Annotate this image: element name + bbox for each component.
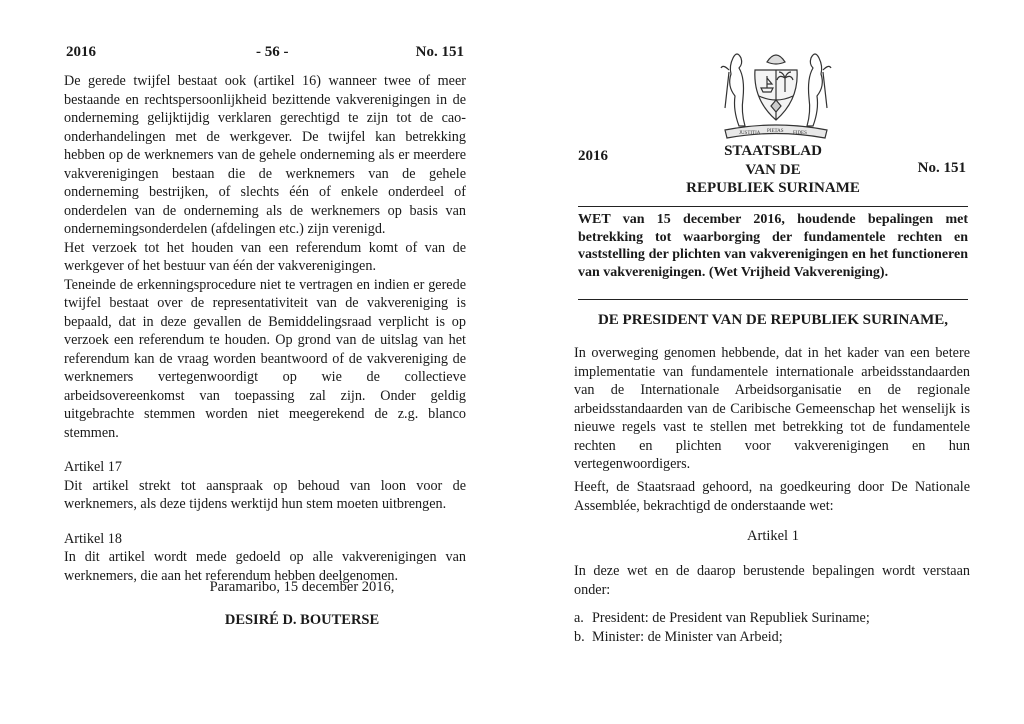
- gazette-title-line: REPUBLIEK SURINAME: [686, 180, 860, 196]
- artikel-1-intro: [574, 562, 970, 599]
- president-heading: DE PRESIDENT VAN DE REPUBLIEK SURINAME,: [597, 312, 949, 328]
- coat-of-arms-emblem: [719, 40, 833, 144]
- emblem-motto-2: PIETAS: [767, 129, 784, 134]
- definition-list: [574, 609, 970, 647]
- gazette-title: [678, 142, 868, 198]
- left-issue-number: No. 151: [415, 44, 464, 60]
- left-page-body: [64, 72, 466, 585]
- body-paragraph: Teneinde de erkenningsprocedure niet te vertragen en indien er gerede twijfel bestaat over de representativiteit van de vakvereniging is bepaald, dat in deze gevallen de Bemiddelingsraad verplicht is op verzoek een referendum te houden. Op grond van de uitslag van het referendum kan de vraag worden beantwoord of de vakvereniging de werknemers vertegenwoordigt op wie de collectieve arbeidsovereenkomst van toepassing zal zijn. Onder geldig uitgebrachte stemmen worden niet meegerekend de z.g. blanco stemmen.: [64, 276, 466, 441]
- right-page: [512, 0, 1024, 724]
- gazette-title-line: STAATSBLAD: [724, 143, 822, 159]
- artikel-1-intro-text: In deze wet en de daarop berustende bepalingen wordt verstaan onder:: [574, 563, 970, 598]
- enactment-text: Heeft, de Staatsraad gehoord, na goedkeuring door De Nationale Assemblée, bekrachtigd de onderstaande wet:: [574, 479, 970, 514]
- place-date: Paramaribo, 15 december 2016,: [209, 579, 395, 595]
- artikel-18-heading: Artikel 18: [64, 530, 122, 547]
- left-page-header: [66, 44, 464, 64]
- emblem-motto-1: JUSTITIA: [739, 131, 761, 136]
- right-year: 2016: [578, 148, 608, 164]
- signer-name: DESIRÉ D. BOUTERSE: [224, 612, 380, 628]
- body-paragraph: De gerede twijfel bestaat ook (artikel 16) wanneer twee of meer bestaande en rechtspersoonlijkheid bezittende vakverenigingen in de onderneming gelijktijdig verklaren gerechtigd te zijn tot de cao-onderhandelingen met de werkgever. De twijfel kan betrekking hebben op de werknemers van de gehele onderneming als er meerdere vakverenigingen bestaan die de werknemers van de gehele onderneming bestrijken, of slechts één of enkele onderdeel of onderdelen van de onderneming als de werknemers op basis van ondernemingsonderdelen (afdelingen etc.) zijn verenigd.: [64, 73, 466, 237]
- list-marker: b.: [574, 629, 585, 645]
- preamble: [574, 344, 970, 474]
- right-issue-number: No. 151: [917, 160, 966, 176]
- body-paragraph: Het verzoek tot het houden van een referendum komt of van de werkgever of het bestuur van één der vakverenigingen.: [64, 239, 466, 274]
- enactment: [574, 478, 970, 515]
- divider: [578, 299, 968, 300]
- list-item: [574, 628, 970, 647]
- emblem-motto-3: FIDES: [793, 131, 807, 136]
- divider: [578, 206, 968, 207]
- list-item: [574, 609, 970, 628]
- left-page-number: - 56 -: [256, 44, 289, 60]
- list-item-text: Minister: de Minister van Arbeid;: [592, 629, 783, 645]
- right-page-header: [578, 142, 966, 202]
- list-marker: a.: [574, 610, 584, 626]
- artikel-1-heading: Artikel 1: [747, 528, 799, 544]
- gazette-title-line: VAN DE: [745, 161, 801, 178]
- left-year: 2016: [66, 44, 96, 60]
- artikel-17-heading: Artikel 17: [64, 459, 122, 475]
- artikel-18-text: In dit artikel wordt mede gedoeld op alle vakverenigingen van werknemers, die aan het referendum hebben deelgenomen.: [64, 549, 466, 584]
- list-item-text: President: de President van Republiek Suriname;: [592, 610, 870, 626]
- preamble-text: In overweging genomen hebbende, dat in het kader van een betere implementatie van fundamentele internationale arbeidsstandaarden van de Internationale Arbeidsorganisatie en de regionale arbeidsstandaarden van de Caribische Gemeenschap het wenselijk is nieuwe regels vast te stellen met betrekking tot de fundamentele rechten en plichten voor vakverenigingen en hun vertegenwoordigers.: [574, 345, 970, 472]
- artikel-17-text: Dit artikel strekt tot aanspraak op behoud van loon voor de werknemers, als deze tijdens werktijd hun stem moeten uitbrengen.: [64, 477, 466, 512]
- law-title: WET van 15 december 2016, houdende bepalingen met betrekking tot waarborging der fundamentele rechten en vaststelling der plichten van vakverenigingen en het functioneren van vakverenigingen. (Wet Vrijheid Vakvereniging).: [578, 212, 968, 280]
